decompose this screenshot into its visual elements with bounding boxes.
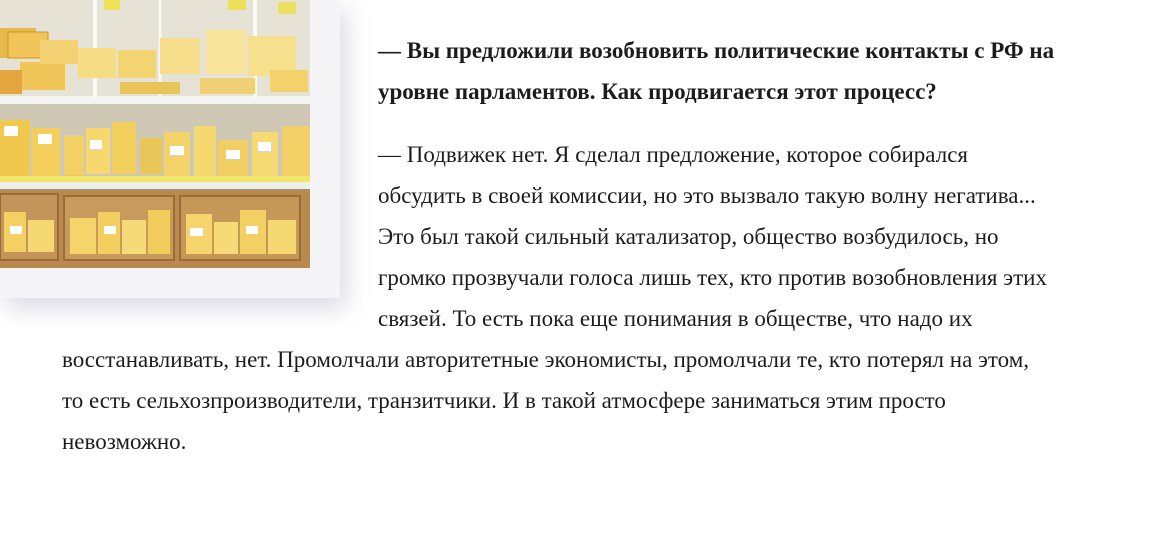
article-body <box>62 0 1166 462</box>
photo-card <box>0 0 340 298</box>
interview-question: — Вы предложили возобновить политические контакты с РФ на уровне парламентов. Как продвигается этот процесс? <box>378 38 1055 104</box>
interview-answer: — Подвижек нет. Я сделал предложение, которое собирался обсудить в своей комиссии, но это вызвало такую волну негатива... Это был такой сильный катализатор, общество возбудилось, но громко прозвучали голоса лишь тех, кто против возобновления этих связей. То есть пока еще понимания в обществе, что надо их восстанавливать, нет. Промолчали авторитетные экономисты, промолчали те, кто потерял на этом, то есть сельхозпроизводители, транзитчики. И в такой атмосфере заниматься этим просто невозможно. <box>62 142 1047 454</box>
cheese-shelves-photo[interactable] <box>0 0 310 268</box>
